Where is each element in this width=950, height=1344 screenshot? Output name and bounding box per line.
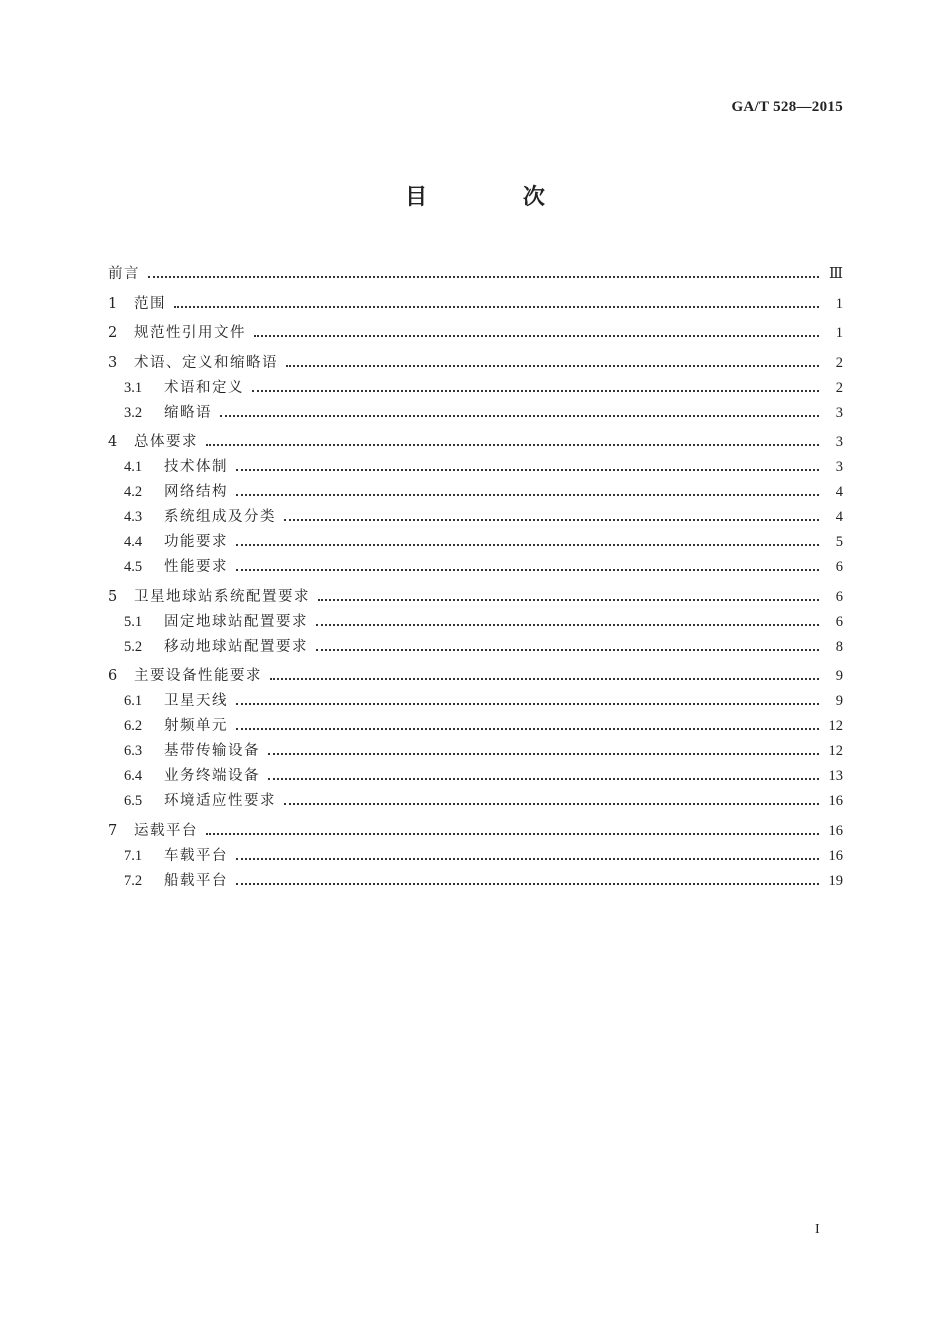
dot-leader [286, 365, 819, 367]
toc-entry-label: 业务终端设备 [164, 768, 260, 784]
toc-entry-page: 6 [835, 588, 843, 605]
toc-entry-page: 6 [835, 613, 843, 630]
toc-entry[interactable] [108, 501, 843, 526]
toc-entry[interactable] [108, 840, 843, 865]
dot-leader [236, 469, 819, 471]
toc-entry[interactable] [108, 422, 843, 452]
toc-entry-label: 术语和定义 [164, 379, 244, 396]
toc-entry-page: 9 [835, 668, 843, 684]
toc-entry-page: 9 [835, 693, 843, 709]
toc-entry-number: 3 [108, 354, 118, 371]
toc-entry-number: 3.1 [124, 379, 143, 396]
toc-entry-number: 7 [108, 822, 118, 839]
toc-entry[interactable] [108, 342, 843, 372]
dot-leader [148, 276, 819, 278]
toc-entry[interactable] [108, 372, 843, 397]
toc-entry-page: 6 [835, 559, 843, 575]
toc-entry-label: 技术体制 [164, 459, 228, 475]
toc-entry-number: 2 [108, 325, 118, 341]
toc-entry-number: 6.3 [124, 743, 143, 759]
toc-entry-page: 3 [835, 404, 843, 421]
dot-leader [318, 599, 819, 601]
toc-entry-number: 5 [108, 588, 118, 605]
toc-entry[interactable] [108, 606, 843, 631]
toc-entry[interactable] [108, 258, 843, 283]
dot-leader [236, 544, 819, 546]
toc-entry[interactable] [108, 526, 843, 551]
toc-entry-label: 运载平台 [134, 822, 198, 839]
toc-entry-number: 5.2 [124, 638, 143, 655]
toc-entry-label: 移动地球站配置要求 [164, 638, 308, 655]
toc-entry-page: 1 [835, 295, 843, 312]
toc-entry-label: 缩略语 [164, 404, 212, 421]
toc-entry-page: 12 [828, 743, 843, 759]
dot-leader [268, 778, 819, 780]
toc-entry-label: 性能要求 [164, 559, 228, 575]
dot-leader [316, 624, 819, 626]
toc-entry[interactable] [108, 631, 843, 656]
dot-leader [268, 753, 819, 755]
dot-leader [236, 858, 819, 860]
toc-entry[interactable] [108, 810, 843, 840]
toc-entry[interactable] [108, 451, 843, 476]
toc-entry-label: 射频单元 [164, 718, 228, 734]
toc-entry-label: 卫星地球站系统配置要求 [134, 588, 310, 605]
toc-entry-page: 3 [835, 434, 843, 450]
toc-entry-number: 4.3 [124, 509, 143, 525]
toc-entry-label: 总体要求 [134, 434, 198, 450]
toc-entry-label: 卫星天线 [164, 693, 228, 709]
toc-entry[interactable] [108, 397, 843, 422]
toc-entry-page: 16 [828, 793, 843, 809]
toc-entry-number: 4.4 [124, 534, 143, 550]
dot-leader [236, 728, 819, 730]
dot-leader [206, 833, 819, 835]
toc-entry-number: 6 [108, 668, 118, 684]
toc-entry-number: 6.2 [124, 718, 143, 734]
toc-entry-page: 13 [828, 768, 843, 784]
toc-entry[interactable] [108, 283, 843, 313]
toc-entry-label: 车载平台 [164, 847, 228, 864]
toc-entry-number: 7.1 [124, 847, 143, 864]
toc-entry[interactable] [108, 551, 843, 576]
toc-entry-number: 7.2 [124, 872, 143, 889]
toc-entry-label: 基带传输设备 [164, 743, 260, 759]
toc-entry-number: 1 [108, 295, 118, 312]
toc-entry-page: 5 [835, 534, 843, 550]
toc-entry-label: 主要设备性能要求 [134, 668, 262, 684]
toc-entry[interactable] [108, 685, 843, 710]
toc-entry-number: 5.1 [124, 613, 143, 630]
toc-entry-page: 8 [835, 638, 843, 655]
toc-entry[interactable] [108, 576, 843, 606]
toc-entry-page: 1 [835, 325, 843, 341]
toc-entry-number: 6.5 [124, 793, 143, 809]
dot-leader [174, 306, 819, 308]
toc-entry-page: 12 [828, 718, 843, 734]
dot-leader [220, 415, 819, 417]
toc-entry[interactable] [108, 785, 843, 810]
toc-entry-label: 固定地球站配置要求 [164, 613, 308, 630]
toc-entry-label: 系统组成及分类 [164, 509, 276, 525]
toc-entry-number: 4.5 [124, 559, 143, 575]
toc-entry-number: 4.1 [124, 459, 143, 475]
dot-leader [284, 803, 819, 805]
standard-code: GA/T 528—2015 [731, 99, 843, 115]
toc-entry-page: 4 [835, 484, 843, 500]
table-of-contents [108, 258, 843, 890]
dot-leader [252, 390, 819, 392]
dot-leader [236, 569, 819, 571]
dot-leader [206, 444, 819, 446]
toc-entry-label: 前言 [108, 266, 140, 282]
dot-leader [270, 678, 819, 680]
toc-entry[interactable] [108, 865, 843, 890]
toc-entry-number: 6.1 [124, 693, 143, 709]
toc-entry-label: 范围 [134, 295, 166, 312]
toc-entry[interactable] [108, 313, 843, 343]
toc-entry-label: 术语、定义和缩略语 [134, 354, 278, 371]
toc-entry-label: 功能要求 [164, 534, 228, 550]
dot-leader [316, 649, 819, 651]
toc-entry-page: Ⅲ [829, 266, 843, 282]
toc-entry-number: 4 [108, 434, 118, 450]
toc-entry-page: 16 [828, 822, 843, 839]
toc-entry[interactable] [108, 710, 843, 735]
toc-entry-page: 2 [835, 379, 843, 396]
toc-entry-page: 3 [835, 459, 843, 475]
toc-entry-label: 环境适应性要求 [164, 793, 276, 809]
dot-leader [236, 703, 819, 705]
dot-leader [236, 494, 819, 496]
toc-entry[interactable] [108, 760, 843, 785]
dot-leader [284, 519, 819, 521]
page-title: 目 次 [405, 185, 589, 210]
toc-entry-page: 16 [828, 847, 843, 864]
toc-entry-label: 船载平台 [164, 872, 228, 889]
toc-entry-number: 6.4 [124, 768, 143, 784]
toc-entry-label: 网络结构 [164, 484, 228, 500]
page-number: I [815, 1222, 820, 1237]
toc-entry-number: 4.2 [124, 484, 143, 500]
toc-entry[interactable] [108, 656, 843, 686]
toc-entry-page: 4 [835, 509, 843, 525]
toc-entry-page: 2 [835, 354, 843, 371]
toc-entry-page: 19 [828, 872, 843, 889]
toc-entry-number: 3.2 [124, 404, 143, 421]
toc-entry[interactable] [108, 476, 843, 501]
toc-entry[interactable] [108, 735, 843, 760]
dot-leader [236, 883, 819, 885]
dot-leader [254, 335, 819, 337]
toc-entry-label: 规范性引用文件 [134, 325, 246, 341]
